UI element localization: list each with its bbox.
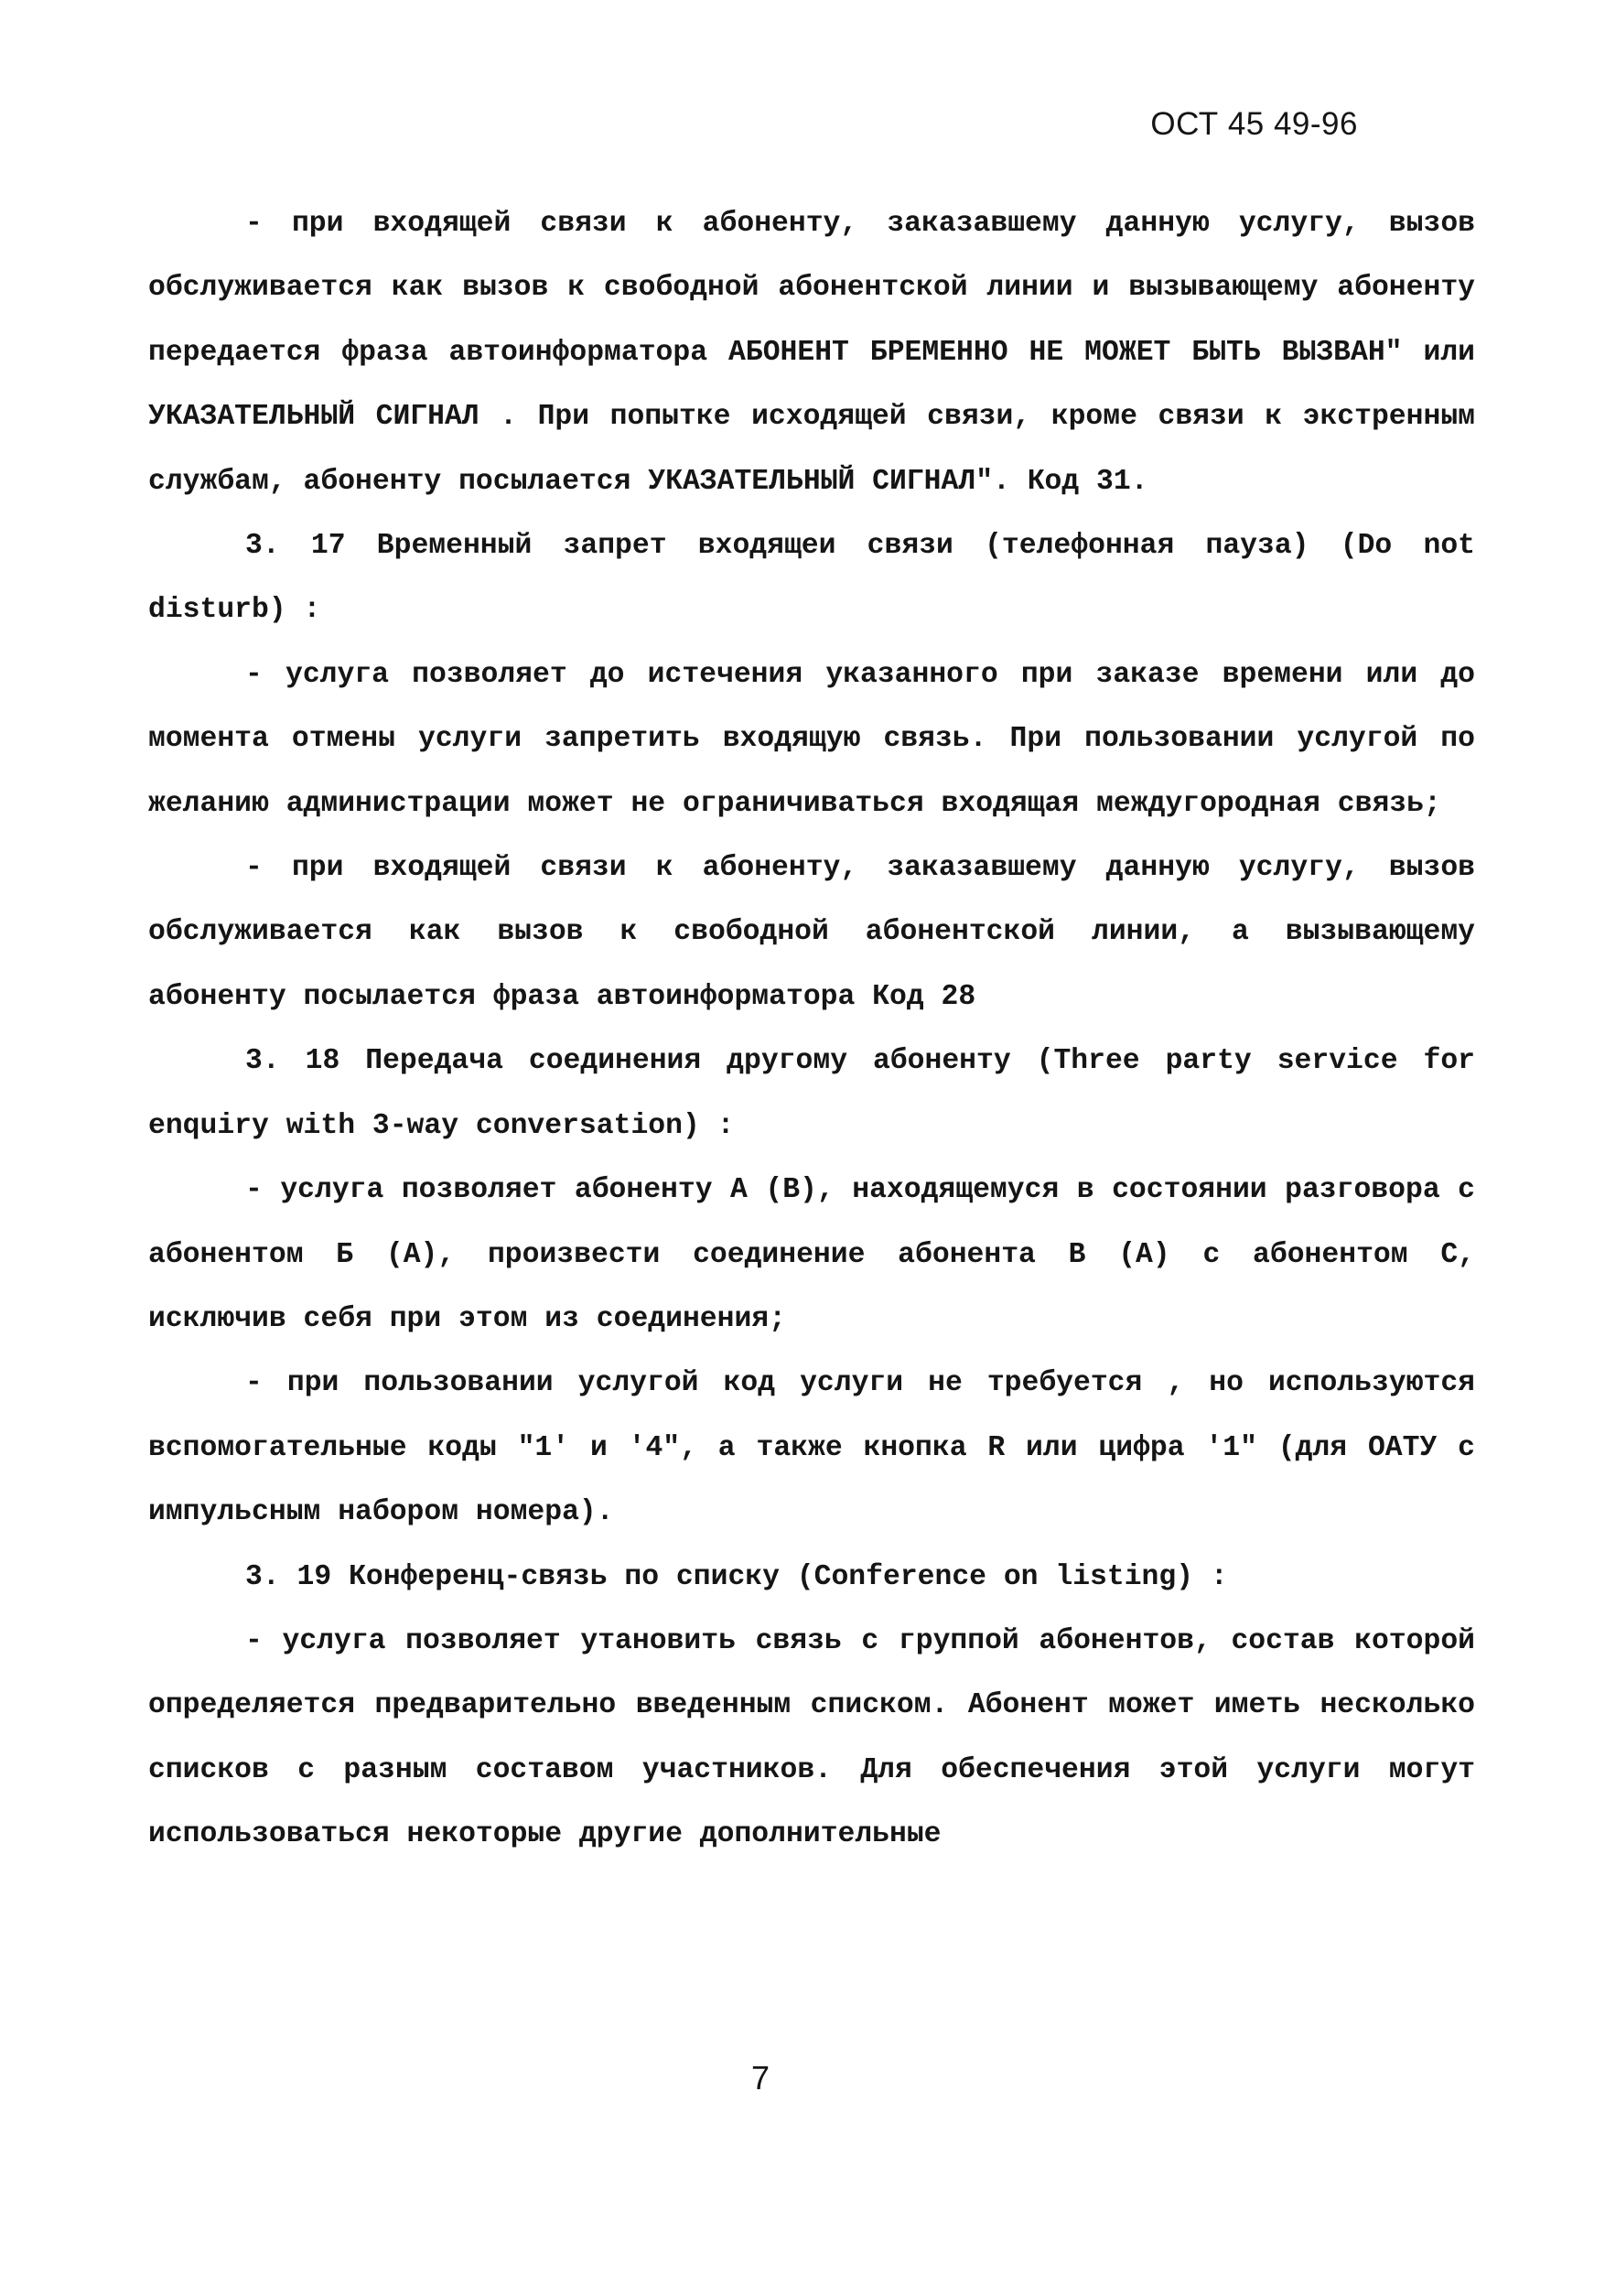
- paragraph-do-not-disturb-incoming: - при входящей связи к абоненту, заказавшему данную услугу, вызов обслуживается как вызов к свободной абонентской линии, а вызывающему абоненту посылается фраза автоинформатора Код 28: [148, 852, 1475, 1013]
- paragraph-transfer-description: - услуга позволяет абоненту А (В), находящемуся в состоянии разговора с абонентом Б (А), произвести соединение абонента В (А) с абонентом С, исключив себя при этом из соединения;: [148, 1174, 1475, 1335]
- page-number: 7: [750, 2059, 770, 2097]
- section-3-18-heading: 3. 18 Передача соединения другому абоненту (Three party service for enquiry with 3-way conversation) :: [148, 1045, 1475, 1142]
- document-body: [148, 192, 1475, 1868]
- document-code: ОСТ 45 49-96: [1150, 106, 1358, 142]
- paragraph-busy-subscriber-behavior: - при входящей связи к абоненту, заказавшему данную услугу, вызов обслуживается как вызов к свободной абонентской линии и вызывающему абоненту передается фраза автоинформатора АБОНЕНТ БРЕМЕННО НЕ МОЖЕТ БЫТЬ ВЫЗВАН" или УКАЗАТЕЛЬНЫЙ СИГНАЛ . При попытке исходящей связи, кроме связи к экстренным службам, абоненту посылается УКАЗАТЕЛЬНЫЙ СИГНАЛ". Код 31.: [148, 208, 1475, 498]
- section-3-17-heading: 3. 17 Временный запрет входящеи связи (телефонная пауза) (Do not disturb) :: [148, 530, 1475, 627]
- section-3-19-heading: 3. 19 Конференц-связь по списку (Conference on listing) :: [245, 1560, 1228, 1593]
- paragraph-conference-description: - услуга позволяет утановить связь с группой абонентов, состав которой определяется предварительно введенным списком. Абонент может иметь несколько списков с разным составом участников. Для обеспечения этой услуги могут использоваться некоторые другие дополнительные: [148, 1624, 1475, 1851]
- paragraph-transfer-codes: - при пользовании услугой код услуги не требуется , но используются вспомогательные коды "1' и '4", а также кнопка R или цифра '1" (для ОАТУ с импульсным набором номера).: [148, 1367, 1475, 1529]
- paragraph-do-not-disturb-description: - услуга позволяет до истечения указанного при заказе времени или до момента отмены услуги запретить входящую связь. При пользовании услугой по желанию администрации может не ограничиваться входящая междугородная связь;: [148, 658, 1475, 820]
